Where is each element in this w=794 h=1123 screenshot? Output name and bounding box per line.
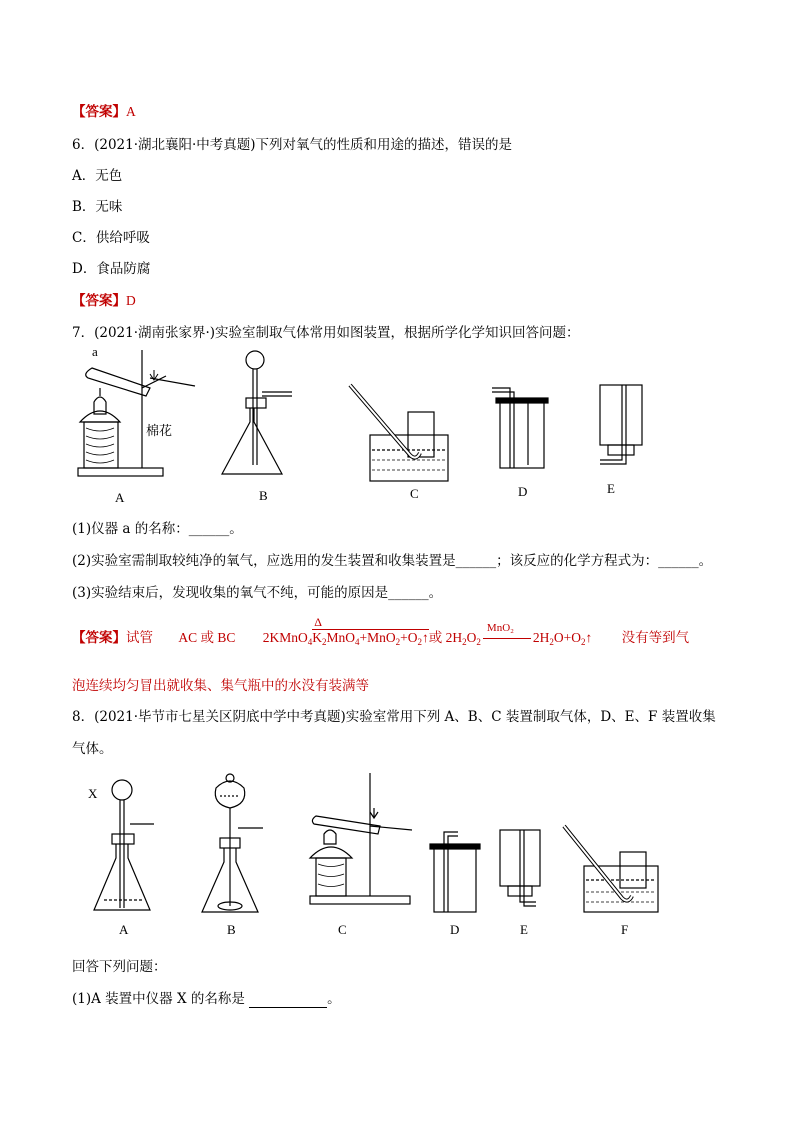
fig-label: A [119, 922, 129, 937]
answer-tag: 【答案】 [72, 293, 126, 309]
equation-1: 2KMnO$_4$ Δ $K_2MnO_4+MnO_2+O_2↑$或 $2H_2O_2$ MnO₂ $2H_2O+O_2↑$ [262, 615, 593, 647]
apparatus-e-icon [600, 385, 642, 464]
apparatus-d-icon [492, 388, 548, 468]
q7-sub1: (1)仪器 a 的名称：______。 [72, 521, 243, 537]
q8-sub1-end: 。 [327, 991, 341, 1007]
question-8-stem-1: 8．(2021·毕节市七星关区阴底中学中考真题)实验室常用下列 A、B、C 装置制取气体，D、E、F 装置收集 [72, 709, 716, 725]
fig-label: E [520, 922, 528, 937]
fig-label: F [621, 922, 629, 937]
apparatus-a-icon [94, 780, 154, 910]
option-a: A．无色 [72, 168, 123, 184]
fig-label: A [115, 490, 125, 505]
label-x: X [88, 786, 98, 801]
fig-label: B [259, 488, 268, 503]
option-c: C．供给呼吸 [72, 230, 150, 246]
apparatus-c-icon [310, 773, 412, 904]
answer-blank [249, 991, 327, 1008]
question-6-stem: 6．(2021·湖北襄阳·中考真题)下列对氧气的性质和用途的描述，错误的是 [72, 137, 513, 153]
apparatus-f-icon [564, 826, 658, 912]
apparatus-b-icon [202, 774, 263, 912]
q8-prompt: 回答下列问题： [72, 959, 167, 975]
catalyst-label: MnO₂ [486, 622, 514, 634]
question-8-stem-2: 气体。 [72, 741, 113, 757]
fig-label: C [410, 486, 419, 501]
option-d: D．食品防腐 [72, 261, 151, 277]
answer-value: D [126, 293, 136, 308]
q8-sub1 [72, 987, 341, 1008]
answer-1: 试管 [126, 630, 153, 645]
answer-2: AC 或 BC [178, 630, 236, 645]
fig-label: C [338, 922, 347, 937]
apparatus-d-icon [430, 832, 480, 912]
answer-value: A [126, 104, 136, 119]
option-b: B．无味 [72, 199, 123, 215]
answer-tag: 【答案】 [72, 630, 126, 646]
apparatus-b-icon [222, 351, 292, 474]
fig-label: E [607, 481, 615, 496]
answer-line-q5 [72, 100, 136, 120]
q8-apparatus-figure [88, 768, 668, 918]
answer-line-q7 [72, 615, 690, 647]
answer-line-q6 [72, 289, 136, 309]
label-cotton: 棉花 [146, 424, 173, 439]
fig-label: B [227, 922, 236, 937]
fig-label: D [518, 484, 528, 499]
delta-symbol: Δ [314, 615, 322, 629]
apparatus-e-icon [500, 830, 540, 906]
apparatus-a-icon [78, 350, 195, 476]
q8-sub1-text: (1)A 装置中仪器 X 的名称是 [72, 991, 245, 1007]
answer-4: 没有等到气 [621, 630, 690, 645]
apparatus-c-icon [350, 385, 448, 481]
q7-sub3: (3)实验结束后，发现收集的氧气不纯，可能的原因是______。 [72, 585, 443, 601]
fig-label: D [450, 922, 460, 937]
label-a: a [92, 344, 98, 359]
question-7-stem: 7．(2021·湖南张家界·)实验室制取气体常用如图装置，根据所学化学知识回答问题： [72, 325, 580, 341]
q7-sub2: (2)实验室需制取较纯净的氧气，应选用的发生装置和收集装置是______；该反应的化学方程式为：______。 [72, 553, 713, 569]
answer-tag: 【答案】 [72, 104, 126, 120]
answer-line-q7-cont: 泡连续均匀冒出就收集、集气瓶中的水没有装满等 [72, 678, 369, 694]
